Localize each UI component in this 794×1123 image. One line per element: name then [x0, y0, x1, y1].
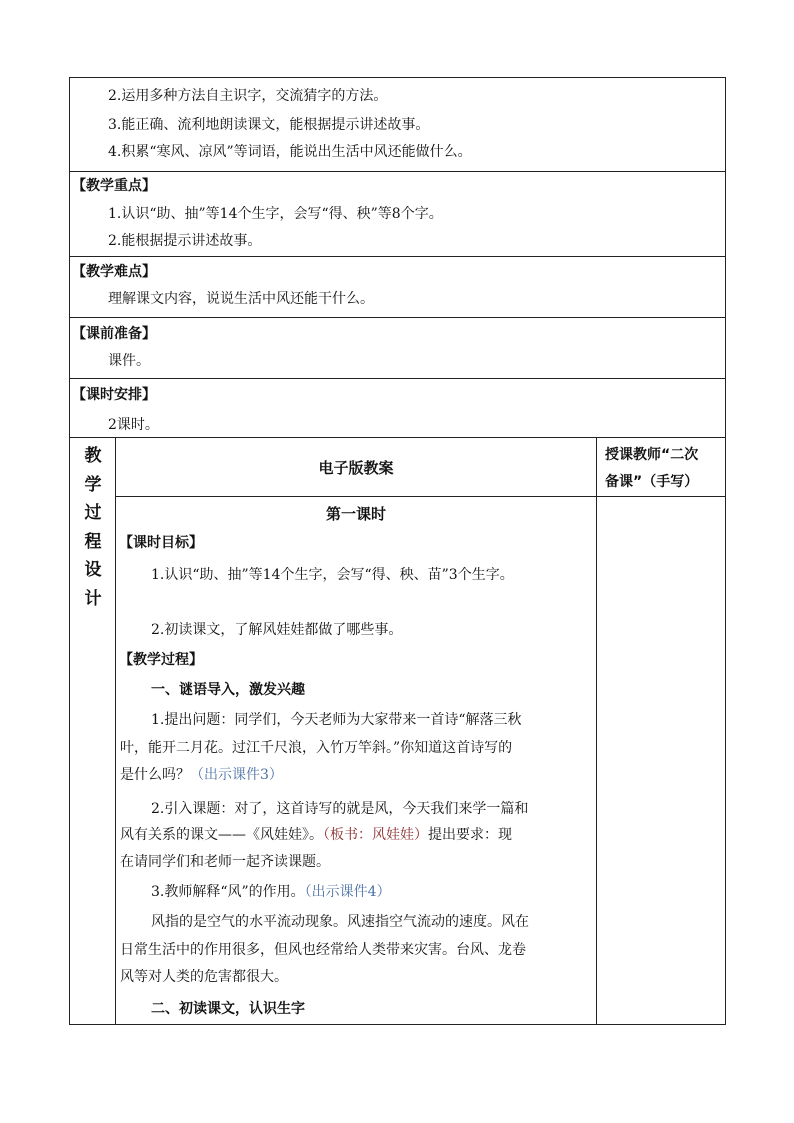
teacher-notes-title-line1: 授课教师“二次: [605, 447, 699, 463]
paragraph-4-line-1: 风指的是空气的水平流动现象。风速指空气流动的速度。风在: [151, 914, 529, 930]
teacher-notes-header: [596, 437, 726, 497]
paragraph-2-line-1: 2.引入课题：对了，这首诗写的就是风，今天我们来学一篇和: [151, 801, 529, 817]
preparation-cell: [69, 317, 726, 379]
preparation-text: 课件。: [108, 353, 150, 369]
process-side-cell: [69, 437, 116, 1025]
schedule-heading: 【课时安排】: [72, 387, 156, 403]
goal-2: 2.初读课文，了解风娃娃都做了哪些事。: [151, 622, 403, 638]
lesson-plan-table: [69, 77, 726, 1025]
paragraph-1-line-1: 1.提出问题：同学们，今天老师为大家带来一首诗“解落三秋: [151, 712, 522, 728]
schedule-cell: [69, 378, 726, 438]
teacher-notes-title-line2: 备课”（手写）: [605, 474, 699, 490]
objectives-cell: [69, 77, 726, 172]
electronic-plan-title: 电子版教案: [318, 459, 394, 477]
lesson-title: 第一课时: [325, 505, 386, 523]
objective-2: 2.运用多种方法自主识字，交流猜字的方法。: [108, 88, 388, 104]
goal-1: 1.认识“助、抽”等14个生字，会写“得、秧、苗”3个生字。: [151, 567, 514, 583]
difficulties-heading: 【教学难点】: [72, 264, 156, 280]
section-2-heading: 二、初读课文，认识生字: [151, 1001, 305, 1017]
electronic-plan-content: [115, 496, 597, 1025]
schedule-text: 2课时。: [108, 417, 159, 433]
courseware-ref-3: （出示课件3）: [190, 767, 283, 783]
teacher-notes-content: [596, 496, 726, 1025]
process-heading: 【教学过程】: [119, 652, 203, 668]
paragraph-2-line-3: 在请同学们和老师一起齐读课题。: [120, 854, 330, 870]
section-1-heading: 一、谜语导入，激发兴趣: [151, 682, 305, 698]
courseware-ref-4: （出示课件4）: [304, 884, 391, 900]
paragraph-1-line-3: 是什么吗？（出示课件3）: [120, 767, 283, 783]
electronic-plan-header: [115, 437, 597, 497]
paragraph-3: 3.教师解释“风”的作用。（出示课件4）: [151, 884, 391, 900]
paragraph-4-line-2: 日常生活中的作用很多，但风也经常给人类带来灾害。台风、龙卷: [120, 942, 526, 958]
board-note: （板书：风娃娃）: [323, 827, 428, 843]
key-point-1: 1.认识“助、抽”等14个生字，会写“得、秧”等8个字。: [108, 206, 443, 222]
paragraph-2-line-2: 风有关系的课文——《风娃娃》。（板书：风娃娃）提出要求：现: [120, 827, 512, 843]
difficulties-cell: [69, 256, 726, 318]
difficulties-text: 理解课文内容，说说生活中风还能干什么。: [108, 291, 374, 307]
key-points-heading: 【教学重点】: [72, 178, 156, 194]
preparation-heading: 【课前准备】: [72, 326, 156, 342]
objective-4: 4.积累“寒风、凉风”等词语，能说出生活中风还能做什么。: [108, 144, 472, 160]
key-point-2: 2.能根据提示讲述故事。: [108, 233, 262, 249]
objective-3: 3.能正确、流利地朗读课文，能根据提示讲述故事。: [108, 117, 430, 133]
key-points-cell: [69, 171, 726, 257]
process-side-label: 教 学 过 程 设 计: [84, 446, 102, 609]
paragraph-4-line-3: 风等对人类的危害都很大。: [120, 969, 288, 985]
goal-heading: 【课时目标】: [119, 535, 203, 551]
paragraph-1-line-2: 叶，能开二月花。过江千尺浪，入竹万竿斜。”你知道这首诗写的: [120, 740, 513, 756]
